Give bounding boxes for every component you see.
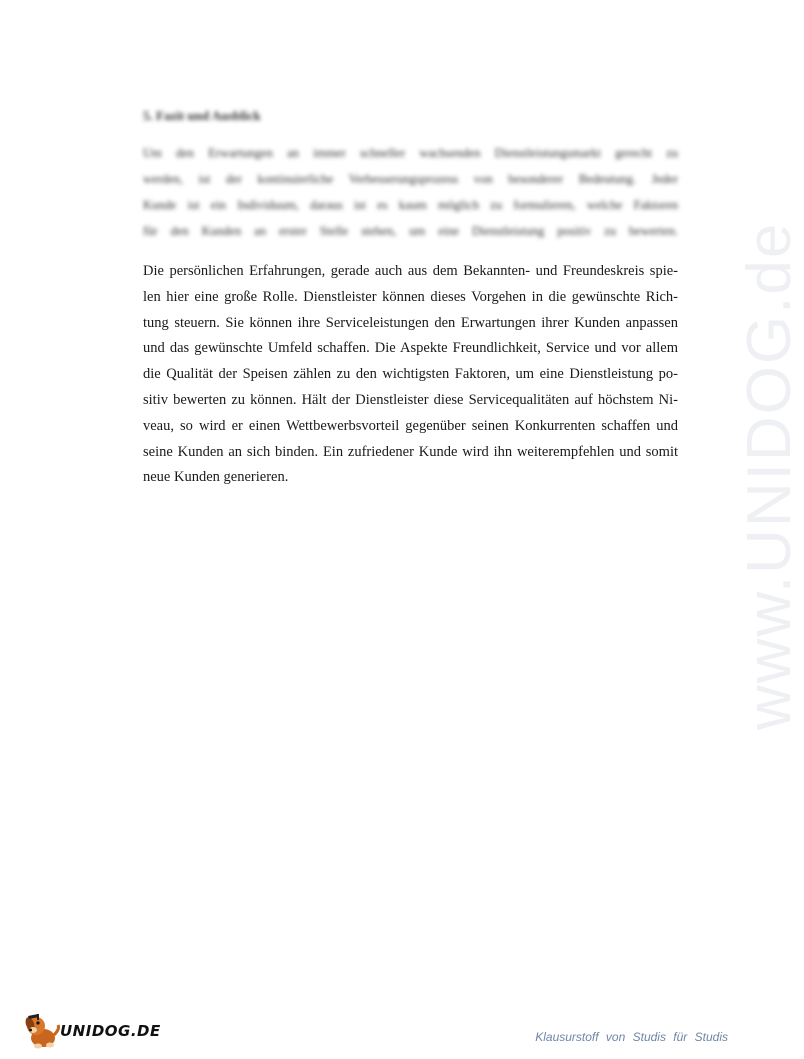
- footer-tagline: Klausurstoff von Studis für Studis: [535, 1030, 728, 1044]
- dog-mascot-icon: [22, 1011, 62, 1051]
- body-line: len hier eine große Rolle. Dienstleister können dieses Vorgehen in die gewünschte Rich-: [143, 288, 678, 305]
- unidog-logo: [22, 1011, 162, 1051]
- body-line: veau, so wird er einen Wettbewerbsvorteil gegenüber seinen Konkurrenten schaffen und: [143, 417, 678, 434]
- body-line: die Qualität der Speisen zählen zu den wichtigsten Faktoren, um eine Dienstleistung po-: [143, 366, 678, 383]
- blurred-line: für den Kunden an erster Stelle stehen, um eine Dienstleistung positiv zu bewerten.: [143, 224, 678, 238]
- body-line: Die persönlichen Erfahrungen, gerade auch aus dem Bekannten- und Freundeskreis spie-: [143, 263, 678, 279]
- body-paragraph: [143, 259, 678, 491]
- body-line: neue Kunden generieren.: [143, 469, 289, 486]
- logo-text: UNIDOG.DE: [60, 1022, 161, 1040]
- body-line: und das gewünschte Umfeld schaffen. Die Aspekte Freundlichkeit, Service und vor allem: [143, 340, 678, 357]
- body-line: tung steuern. Sie können ihre Serviceleistungen den Erwartungen ihrer Kunden anpassen: [143, 314, 678, 331]
- blurred-line: Um den Erwartungen an immer schneller wachsenden Dienstleistungsmarkt gerecht zu: [143, 146, 678, 160]
- blurred-line: Kunde ist ein Individuum, daraus ist es kaum möglich zu formulieren, welche Faktoren: [143, 198, 678, 212]
- section-heading: 5. Fazit und Ausblick: [143, 108, 261, 123]
- body-line: seine Kunden an sich binden. Ein zufriedener Kunde wird ihn weiterempfehlen und somit: [143, 443, 678, 460]
- body-line: sitiv bewerten zu können. Hält der Dienstleister diese Servicequalitäten auf höchstem Ni-: [143, 391, 678, 408]
- watermark: www.UNIDOG.de: [735, 221, 804, 730]
- blurred-line: werden, ist der kontinuierliche Verbesserungsprozess von besonderer Bedeutung. Jeder: [143, 172, 678, 186]
- blurred-paragraph: [143, 140, 678, 244]
